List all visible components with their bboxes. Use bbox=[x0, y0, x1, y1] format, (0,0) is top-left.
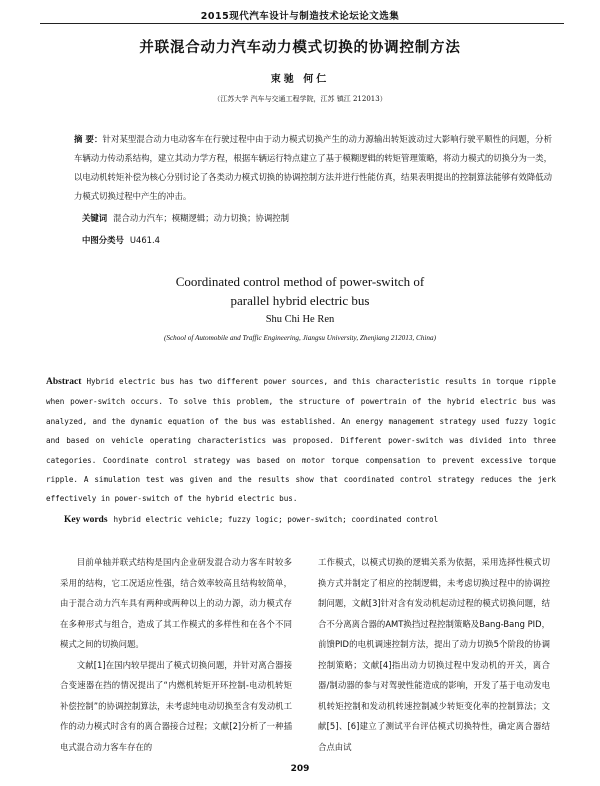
keywords-cn-label: 关键词 bbox=[82, 213, 108, 223]
authors-en: Shu Chi He Ren bbox=[265, 314, 335, 325]
abstract-cn bbox=[74, 130, 552, 206]
header-rule bbox=[40, 23, 564, 24]
title-en bbox=[0, 272, 600, 310]
page-number: 209 bbox=[290, 764, 310, 774]
keywords-cn bbox=[82, 212, 289, 224]
abstract-en-text: Hybrid electric bus has two different power sources, and this characteristic results in torque ripple when power-switch occurs. To solve this problem, the structure of powertrain of the hybrid electric bus was analyzed, and the dynamic equation of the bus was established. An energy management strategy used fuzzy logic and based on vehicle operating characteristics was proposed. Different power-switch was divided into three categories. Coordinate control strategy was based on motor torque compensation to prevent excessive torque ripple. A simulation test was given and the results show that coordinated control strategy reduces the jerk effectively in power-switch of the hybrid electric bus. bbox=[46, 377, 556, 504]
abstract-en-label: Abstract bbox=[46, 377, 82, 387]
body-left-paragraph-1: 目前单轴并联式结构是国内企业研发混合动力客车时较多采用的结构，它工况适应性强，结合效率较高且结构较简单，由于混合动力汽车具有两种或两种以上的动力源，动力模式存在多种形式与组合，造成了其工作模式的多样性和在各个不同模式之间的切换问题。 bbox=[60, 557, 292, 649]
abstract-en bbox=[46, 372, 556, 509]
title-en-line2: parallel hybrid electric bus bbox=[230, 293, 370, 308]
body-left-paragraph-2: 文献[1]在国内较早提出了模式切换问题，并针对离合器接合变速器在挡的情况提出了“内燃机转矩开环控制-电动机转矩补偿控制”的协调控制算法，未考虑纯电动切换至含有发动机工作的动力模式时含有的离合器接合过程；文献[2]分析了一种插电式混合动力客车存在的 bbox=[60, 659, 292, 752]
running-header: 2015现代汽车设计与制造技术论坛论文选集 bbox=[200, 11, 400, 22]
body-right-paragraph-1: 工作模式，以模式切换的逻辑关系为依据，采用选择性模式切换方式并制定了相应的控制逻辑，未考虑切换过程中的协调控制问题，文献[3]针对含有发动机起动过程的模式切换问题，结合不分离离合器的AMT换挡过程控制策略及Bang-Bang PID，前馈PID的电机调速控制方法，提出了动力切换5个阶段的协调控制策略；文献[4]指出动力切换过程中发动机的开关，离合器/制动器的参与对驾驶性能造成的影响，开发了基于电动发电机转矩控制和发动机转速控制减少转矩变化率的控制算法；文献[5]、[6]建立了测试平台评估模式切换特性，确定离合器结合点由试 bbox=[318, 557, 550, 752]
clc-text: U461.4 bbox=[129, 235, 160, 245]
authors-cn: 束驰 何仁 bbox=[270, 74, 330, 85]
title-en-line1: Coordinated control method of power-switch of bbox=[175, 274, 425, 289]
title-cn: 并联混合动力汽车动力模式切换的协调控制方法 bbox=[139, 40, 461, 56]
clc-label: 中图分类号 bbox=[82, 235, 124, 245]
affiliation-en: (School of Automobile and Traffic Engineering, Jiangsu University, Zhenjiang 212013, China) bbox=[164, 334, 436, 342]
keywords-en-label: Key words bbox=[64, 515, 108, 525]
affiliation-cn: （江苏大学 汽车与交通工程学院，江苏 镇江 212013） bbox=[213, 95, 387, 103]
keywords-en-text: hybrid electric vehicle; fuzzy logic; power-switch; coordinated control bbox=[113, 515, 439, 524]
clc-number bbox=[82, 234, 160, 246]
body-left-column bbox=[60, 552, 292, 757]
keywords-en bbox=[64, 515, 438, 525]
abstract-cn-label: 摘 要： bbox=[74, 134, 103, 144]
body-right-column bbox=[318, 552, 550, 757]
keywords-cn-text: 混合动力汽车；模糊逻辑；动力切换；协调控制 bbox=[113, 213, 289, 223]
abstract-cn-text: 针对某型混合动力电动客车在行驶过程中由于动力模式切换产生的动力源输出转矩波动过大影响行驶平顺性的问题，分析车辆动力传动系结构，建立其动力学方程，根据车辆运行特点建立了基于模糊逻辑的转矩管理策略，将动力模式的切换分为一类，以电动机转矩补偿为核心分别讨论了各类动力模式切换的协调控制方法并进行性能仿真，结果表明提出的控制算法能够有效降低动力模式切换过程中产生的冲击。 bbox=[74, 134, 552, 201]
